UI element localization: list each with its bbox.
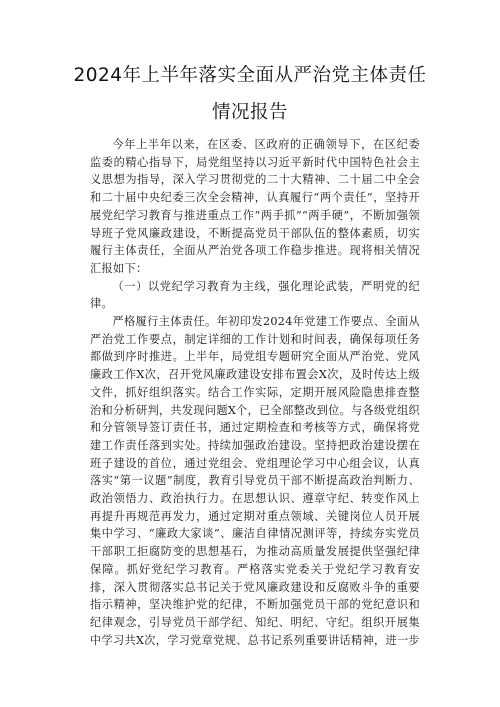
document-body — [90, 136, 420, 649]
document-title-line-2: 情况报告 — [211, 102, 288, 123]
document-title-line-1: 2024年上半年落实全面从严治党主体责任 — [73, 65, 427, 86]
intro-paragraph: 今年上半年以来，在区委、区政府的正确领导下，在区纪委监委的精心指导下，局党组坚持以习近平新时代中国特色社会主义思想为指导，深入学习贯彻党的二十大精神、二十届二中全会和二十届中央纪委三次全会精神，认真履行“两个责任”，坚持开展党纪学习教育与推进重点工作“两手抓”“两手硬”，不断加强领导班子党风廉政建设，不断提高党员干部队伍的整体素质，切实履行主体责任，全面从严治党各项工作稳步推进。现将相关情况汇报如下： — [90, 138, 420, 275]
body-paragraph: 严格履行主体责任。年初印发2024年党建工作要点、全面从严治党工作要点，制定详细的工作计划和时间表，确保每项任务都做到序时推进。上半年，局党组专题研究全面从严治党、党风廉政工作X次，召开党风廉政建设安排布置会X次，及时传达上级文件，抓好组织落实。结合工作实际，定期开展风险隐患排查整治和分析研判，共发现问题X个，已全部整改到位。与各级党组织和分管领导签订责任书，通过定期检查和考核等方式，确保将党建工作责任落到实处。持续加强政治建设。坚持把政治建设摆在班子建设的首位，通过党组会、党组理论学习中心组会议，认真落实“第一议题”制度，教育引导党员干部不断提高政治判断力、政治领悟力、政治执行力。在思想认识、遵章守纪、转变作风上再提升再规范再发力，通过定期对重点领域、关键岗位人员开展集中学习、“廉政大家谈”、廉洁自律情况测评等，持续夯实党员干部职工拒腐防变的思想基石，为推动高质量发展提供坚强纪律保障。抓好党纪学习教育。严格落实党委关于党纪学习教育安排，深入贯彻落实总书记关于党风廉政建设和反腐败斗争的重要指示精神，坚决维护党的纪律，不断加强党员干部的党纪意识和纪律观念，引导党员干部学纪、知纪、明纪、守纪。组织开展集中学习共X次，学习党章党规、总书记系列重要讲话精神，进一步 — [90, 315, 420, 647]
section-heading: （一）以党纪学习教育为主线，强化理论武装，严明党的纪律。 — [90, 279, 420, 311]
